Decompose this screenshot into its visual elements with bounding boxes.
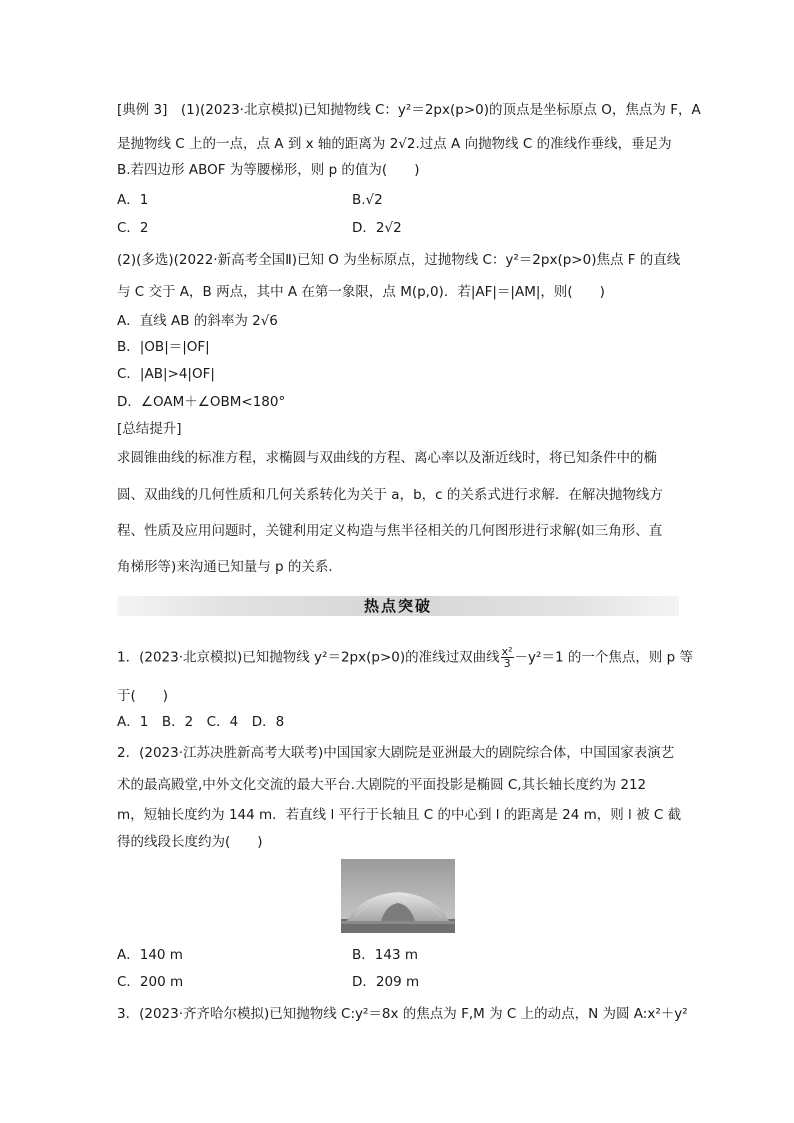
summary-heading: [总结提升]	[117, 421, 182, 437]
example3-option-b: B.√2	[352, 192, 383, 208]
example3-part2-option-b: B．|OB|＝|OF|	[117, 339, 210, 355]
q1-fraction-denominator: 3	[503, 657, 511, 670]
example3-part2-option-d: D．∠OAM＋∠OBM<180°	[117, 394, 286, 410]
q1-line1-part-b: －y²＝1 的一个焦点，则 p 等	[514, 649, 693, 666]
q2-option-c: C．200 m	[117, 974, 184, 990]
q1-line2: 于( )	[117, 688, 169, 704]
example3-part2-option-c: C．|AB|>4|OF|	[117, 366, 215, 382]
q1-line1	[117, 646, 693, 669]
section-title: 热点突破	[363, 597, 432, 615]
q1-options: A．1 B．2 C．4 D．8	[117, 714, 285, 730]
q2-line3: m，短轴长度约为 144 m．若直线 l 平行于长轴且 C 的中心到 l 的距离是 24 m，则 l 被 C 截	[117, 807, 682, 823]
q1-line1-part-a: 1．(2023·北京模拟)已知抛物线 y²＝2px(p>0)的准线过双曲线	[117, 649, 500, 666]
q1-fraction-numerator: x²	[501, 645, 513, 658]
section-banner	[117, 592, 679, 620]
example3-option-d: D．2√2	[352, 220, 402, 236]
summary-line4: 角梯形等)来沟通已知量与 p 的关系．	[117, 559, 342, 575]
example3-option-a: A．1	[117, 192, 149, 208]
example3-part2-line1: (2)(多选)(2022·新高考全国Ⅱ)已知 O 为坐标原点，过抛物线 C：y²＝2px(p>0)焦点 F 的直线	[117, 252, 681, 268]
q2-option-b: B．143 m	[352, 947, 418, 963]
q2-option-d: D．209 m	[352, 974, 420, 990]
example3-option-c: C．2	[117, 220, 149, 236]
q2-line2: 术的最高殿堂,中外文化交流的最大平台.大剧院的平面投影是椭圆 C,其长轴长度约为 212	[117, 777, 647, 793]
summary-line2: 圆、双曲线的几何性质和几何关系转化为关于 a，b，c 的关系式进行求解．在解决抛物线方	[117, 487, 663, 503]
q2-line1: 2．(2023·江苏决胜新高考大联考)中国国家大剧院是亚洲最大的剧院综合体，中国国家表演艺	[117, 745, 675, 761]
q2-line4: 得的线段长度约为( )	[117, 834, 263, 850]
example3-line1: [典例 3] (1)(2023·北京模拟)已知抛物线 C：y²＝2px(p>0)的顶点是坐标原点 O，焦点为 F，A	[117, 102, 701, 118]
q1-fraction	[501, 646, 514, 669]
example3-line3: B.若四边形 ABOF 为等腰梯形，则 p 的值为( )	[117, 162, 420, 178]
q3-line1: 3．(2023·齐齐哈尔模拟)已知抛物线 C:y²＝8x 的焦点为 F,M 为 C 上的动点，N 为圆 A:x²＋y²	[117, 1006, 688, 1022]
summary-line3: 程、性质及应用问题时，关键利用定义构造与焦半径相关的几何图形进行求解(如三角形、直	[117, 523, 663, 539]
summary-line1: 求圆锥曲线的标准方程，求椭圆与双曲线的方程、离心率以及渐近线时，将已知条件中的椭	[117, 450, 657, 466]
grand-theatre-photo	[341, 859, 455, 933]
q2-option-a: A．140 m	[117, 947, 183, 963]
example3-part2-line2: 与 C 交于 A，B 两点，其中 A 在第一象限，点 M(p,0)．若|AF|＝|AM|，则( )	[117, 284, 605, 300]
grand-theatre-illustration	[341, 859, 455, 933]
example3-line2: 是抛物线 C 上的一点，点 A 到 x 轴的距离为 2√2.过点 A 向抛物线 C 的准线作垂线，垂足为	[117, 136, 672, 152]
example3-part2-option-a: A．直线 AB 的斜率为 2√6	[117, 313, 278, 329]
